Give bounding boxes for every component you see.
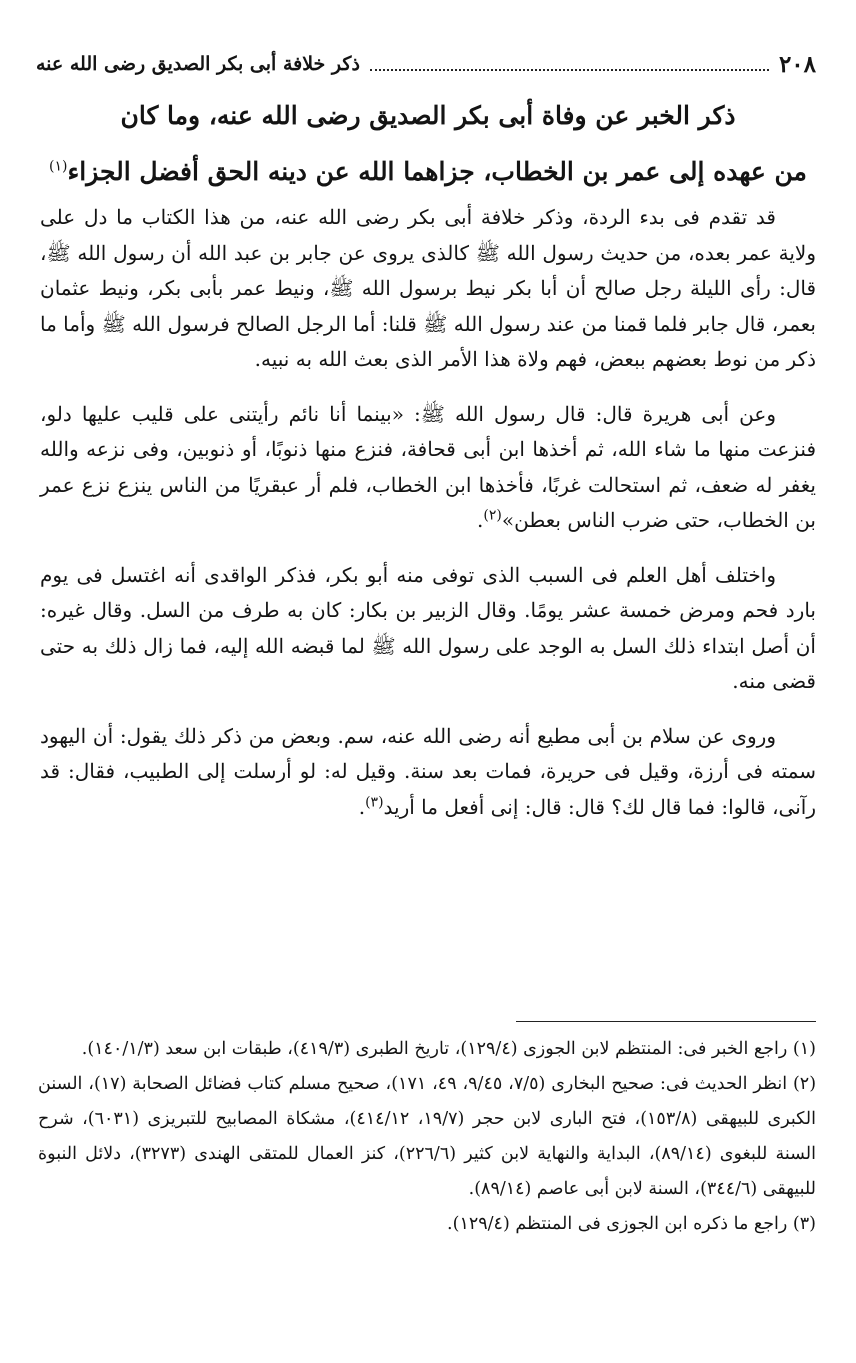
footnote-3: (٣) راجع ما ذكره ابن الجوزى فى المنتظم (١٢٩/٤).	[447, 1214, 816, 1234]
chapter-footnote-marker: (١)	[49, 158, 68, 175]
paragraph-2	[40, 397, 816, 539]
footnotes	[38, 1032, 816, 1242]
paragraph-4-footnote-marker: (٣)	[365, 793, 384, 810]
paragraph-2-text: وعن أبى هريرة قال: قال رسول الله ﷺ: «بينما أنا نائم رأيتنى على قليب عليها دلو، فنزعت منها ما شاء الله، ثم أخذها ابن أبى قحافة، فنزع منها ذنوبًا، أو ذنوبين، وفى نزعه والله يغفر له ضعف، ثم استحالت غربًا، فأخذها ابن الخطاب، فلم أر عبقريًا من الناس ينزع نزع عمر بن الخطاب، حتى ضرب الناس بعطن»	[40, 401, 816, 532]
paragraph-2-footnote-marker: (٢)	[483, 507, 502, 524]
footnote-2: (٢) انظر الحديث فى: صحيح البخارى (٧/٥، ٩/٤٥، ٤٩، ١٧١)، صحيح مسلم كتاب فضائل الصحابة (١٧)، السنن الكبرى للبيهقى (١٥٣/٨)، فتح البارى لابن حجر (١٩/٧، ٤١٤/١٢)، مشكاة المصابيح للتبريزى (٦٠٣١)، شرح السنة للبغوى (٨٩/١٤)، البداية والنهاية لابن كثير (٢٢٦/٦)، كنز العمال للمتقى الهندى (٣٢٧٣)، دلائل النبوة للبيهقى (٣٤٤/٦)، السنة لابن أبى عاصم (٨٩/١٤).	[38, 1074, 817, 1199]
paragraph-1	[40, 200, 816, 378]
paragraph-4-tail: .	[358, 794, 366, 819]
running-title: ذكر خلافة أبى بكر الصديق رضى الله عنه	[36, 53, 360, 75]
paragraph-1-text: قد تقدم فى بدء الردة، وذكر خلافة أبى بكر رضى الله عنه، من هذا الكتاب ما دل على ولاية عمر بعده، من حديث رسول الله ﷺ كالذى يروى عن جابر بن عبد الله أن رسول الله ﷺ، قال: رأى الليلة رجل صالح أن أبا بكر نيط برسول الله ﷺ، ونيط عمر بأبى بكر، ونيط عثمان بعمر، قال جابر فلما قمنا من عند رسول الله ﷺ قلنا: أما الرجل الصالح فرسول الله ﷺ وأما ما ذكر من نوط بعضهم ببعض، فهم ولاة هذا الأمر الذى بعث الله به نبيه.	[40, 205, 816, 371]
paragraph-2-tail: .	[477, 508, 484, 532]
chapter-title-line-1: ذكر الخبر عن وفاة أبى بكر الصديق رضى الله عنه، وما كان	[120, 101, 736, 130]
running-header	[36, 46, 816, 82]
paragraph-4-text: وروى عن سلام بن أبى مطيع أنه رضى الله عنه، سم. وبعض من ذكر ذلك يقول: أن اليهود سمته فى أرزة، وقيل فى حريرة، فمات بعد سنة. وقيل له: لو أرسلت إلى الطبيب، فقال: قد رآنى، قالوا: فما قال لك؟ قال: قال: إنى أفعل ما أريد	[40, 723, 816, 819]
chapter-heading	[40, 88, 816, 200]
header-dot-leader	[370, 69, 769, 71]
body-text	[40, 200, 816, 844]
page-number: ٢٠٨	[778, 50, 816, 78]
paragraph-3-text: واختلف أهل العلم فى السبب الذى توفى منه أبو بكر، فذكر الواقدى أنه اغتسل فى يوم بارد فحم ومرض خمسة عشر يومًا. وقال الزبير بن بكار: كان به طرف من السل. وقال غيره: أن أصل ابتداء ذلك السل به الوجد على رسول الله ﷺ لما قبضه الله إليه، فما زال ذلك به حتى قضى منه.	[40, 562, 816, 693]
footnote-1: (١) راجع الخبر فى: المنتظم لابن الجوزى (١٢٩/٤)، تاريخ الطبرى (٤١٩/٣)، طبقات ابن سعد (١٤٠/١/٣).	[81, 1039, 816, 1059]
paragraph-4	[40, 719, 816, 826]
chapter-title-line-2-text: من عهده إلى عمر بن الخطاب، جزاهما الله عن دينه الحق أفضل الجزاء	[67, 157, 807, 186]
chapter-title-line-2	[40, 144, 816, 200]
footnote-separator	[516, 1021, 816, 1022]
paragraph-3	[40, 558, 816, 700]
